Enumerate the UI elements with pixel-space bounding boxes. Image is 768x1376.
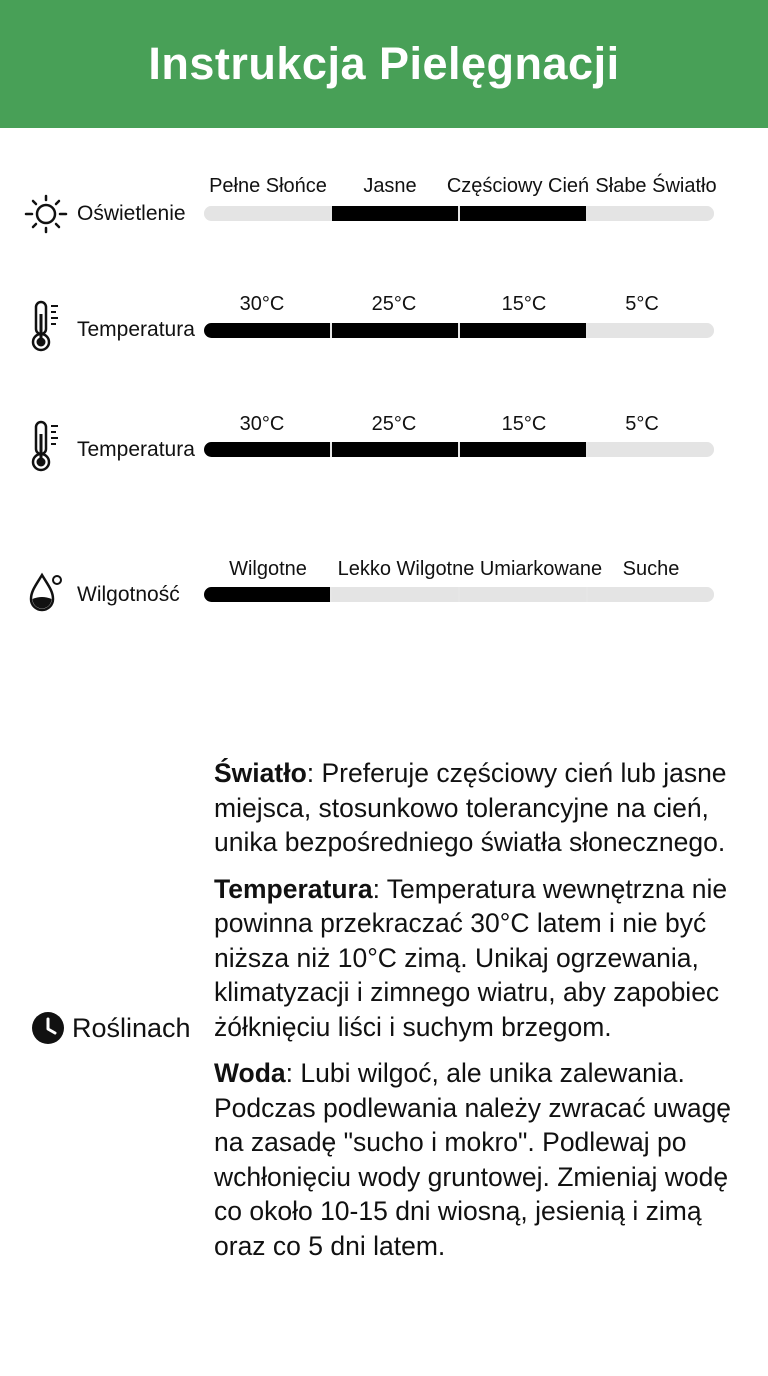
level-label: Suche <box>622 558 680 580</box>
level-segment <box>332 323 458 338</box>
level-segment <box>204 587 330 602</box>
level-scale <box>204 442 714 457</box>
note-water <box>214 1056 754 1263</box>
page-header <box>0 0 768 128</box>
clock-icon <box>30 1010 66 1046</box>
note-temperature <box>214 872 754 1045</box>
note-term: Światło <box>214 758 307 788</box>
water-drop-icon <box>22 571 72 619</box>
level-scale <box>204 587 714 602</box>
care-notes <box>214 756 754 1275</box>
row-label: Oświetlenie <box>77 202 186 225</box>
level-segment <box>588 587 714 602</box>
level-label: Pełne Słońce <box>209 175 327 197</box>
level-label: Słabe Światło <box>595 175 717 197</box>
level-segment <box>460 323 586 338</box>
level-segment <box>332 587 458 602</box>
level-segment <box>588 206 714 221</box>
level-segment <box>460 587 586 602</box>
level-label: 5°C <box>625 293 659 315</box>
note-light <box>214 756 754 860</box>
level-segment <box>332 442 458 457</box>
level-label: 15°C <box>501 413 547 435</box>
care-row-humidity <box>0 553 768 623</box>
level-label: 30°C <box>239 293 285 315</box>
level-label: 5°C <box>625 413 659 435</box>
note-term: Woda <box>214 1058 286 1088</box>
row-label: Temperatura <box>77 318 195 341</box>
level-segment <box>588 323 714 338</box>
note-term: Temperatura <box>214 873 373 904</box>
sun-icon <box>22 190 72 238</box>
thermometer-icon <box>22 418 72 466</box>
level-segment <box>204 206 330 221</box>
level-segment <box>460 206 586 221</box>
level-label: Lekko Wilgotne <box>337 558 475 580</box>
thermometer-icon <box>22 298 72 346</box>
level-segment <box>460 442 586 457</box>
notes-label: Roślinach <box>72 1012 191 1043</box>
level-label: 25°C <box>371 293 417 315</box>
note-text: : Lubi wilgoć, ale unika zalewania. Podczas podlewania należy zwracać uwagę na zasadę "sucho i mokro". Podlewaj po wchłonięciu wody gruntowej. Zmieniaj wodę co około 10-15 dni wiosną, jesienią i zimą oraz co 5 dni latem. <box>214 1058 732 1261</box>
row-label: Wilgotność <box>77 583 180 606</box>
care-row-temperature <box>0 288 768 358</box>
level-segment <box>332 206 458 221</box>
level-label: 30°C <box>239 413 285 435</box>
notes-heading <box>30 1008 191 1048</box>
level-label: Umiarkowane <box>479 558 603 580</box>
level-segment <box>204 442 330 457</box>
level-label: Jasne <box>363 175 417 197</box>
level-label: 15°C <box>501 293 547 315</box>
level-label: Częściowy Cień <box>446 175 590 197</box>
level-label: 25°C <box>371 413 417 435</box>
care-row-temperature <box>0 408 768 478</box>
level-segment <box>204 323 330 338</box>
row-label: Temperatura <box>77 438 195 461</box>
level-label: Wilgotne <box>229 558 307 580</box>
level-scale <box>204 323 714 338</box>
level-segment <box>588 442 714 457</box>
note-text: : Temperatura wewnętrzna nie powinna przekraczać 30°C latem i nie być niższa niż 10°C zimą. Unikaj ogrzewania, klimatyzacji i zimnego wiatru, aby zapobiec żółknięciu liści i suchym brzegom. <box>214 873 728 1042</box>
page-title: Instrukcja Pielęgnacji <box>148 38 620 89</box>
note-text: : Preferuje częściowy cień lub jasne miejsca, stosunkowo tolerancyjne na cień, unika bezpośredniego światła słonecznego. <box>214 758 727 857</box>
care-row-light <box>0 170 768 240</box>
level-scale <box>204 206 714 221</box>
